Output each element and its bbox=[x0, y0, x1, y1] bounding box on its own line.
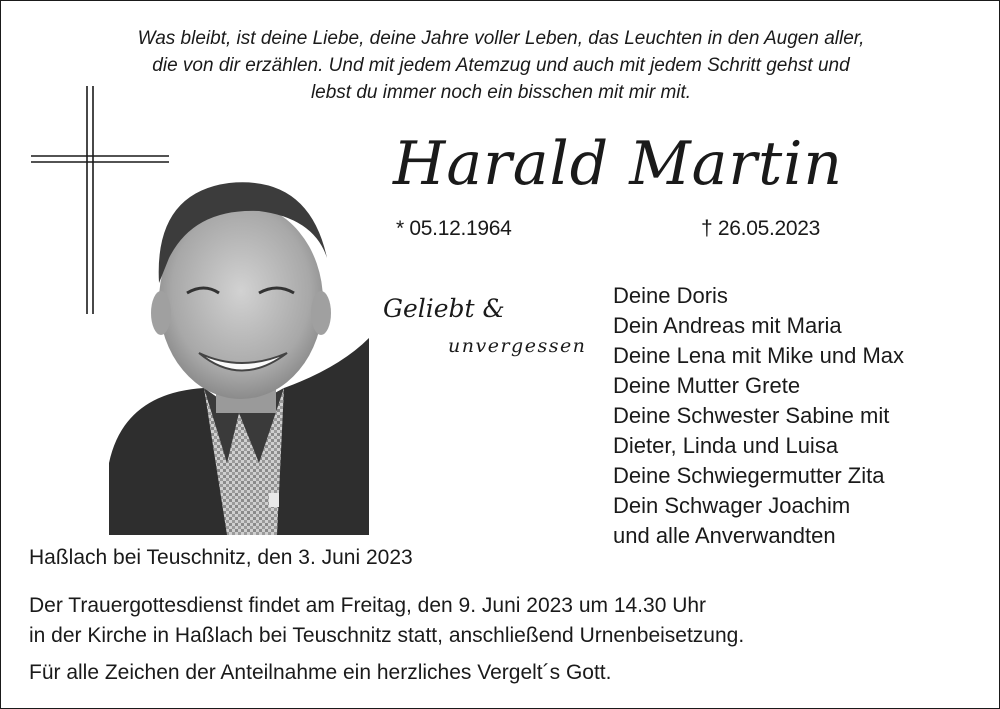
list-item: Deine Schwester Sabine mit bbox=[613, 403, 890, 428]
poem bbox=[81, 25, 921, 106]
poem-line: lebst du immer noch ein bisschen mit mir mit. bbox=[310, 82, 692, 103]
birth-date: * 05.12.1964 bbox=[396, 217, 512, 240]
list-item: Dein Schwager Joachim bbox=[613, 493, 851, 518]
list-item: Dieter, Linda und Luisa bbox=[613, 433, 839, 458]
portrait-photo bbox=[109, 163, 369, 535]
service-line: Der Trauergottesdienst findet am Freitag, den 9. Juni 2023 um 14.30 Uhr bbox=[29, 594, 707, 617]
poem-line: Was bleibt, ist deine Liebe, deine Jahre voller Leben, das Leuchten in den Augen aller, bbox=[137, 28, 865, 49]
list-item: Deine Lena mit Mike und Max bbox=[613, 343, 905, 368]
motto-line-1: Geliebt & bbox=[383, 294, 505, 323]
thanks-note: Für alle Zeichen der Anteilnahme ein herzliches Vergelt´s Gott. bbox=[29, 661, 612, 684]
service-info bbox=[29, 591, 744, 651]
death-date: † 26.05.2023 bbox=[701, 217, 821, 240]
list-item: Deine Mutter Grete bbox=[613, 373, 801, 398]
place-date: Haßlach bei Teuschnitz, den 3. Juni 2023 bbox=[29, 546, 413, 569]
list-item: und alle Anverwandten bbox=[613, 523, 836, 548]
list-item: Deine Schwiegermutter Zita bbox=[613, 463, 885, 488]
mourners-list bbox=[613, 281, 904, 551]
list-item: Dein Andreas mit Maria bbox=[613, 313, 842, 338]
deceased-name: Harald Martin bbox=[393, 129, 844, 199]
service-line: in der Kirche in Haßlach bei Teuschnitz statt, anschließend Urnenbeisetzung. bbox=[29, 624, 745, 647]
list-item: Deine Doris bbox=[613, 283, 728, 308]
poem-line: die von dir erzählen. Und mit jedem Atemzug und auch mit jedem Schritt gehst und bbox=[152, 55, 850, 76]
motto-line-2: unvergessen bbox=[448, 335, 587, 357]
